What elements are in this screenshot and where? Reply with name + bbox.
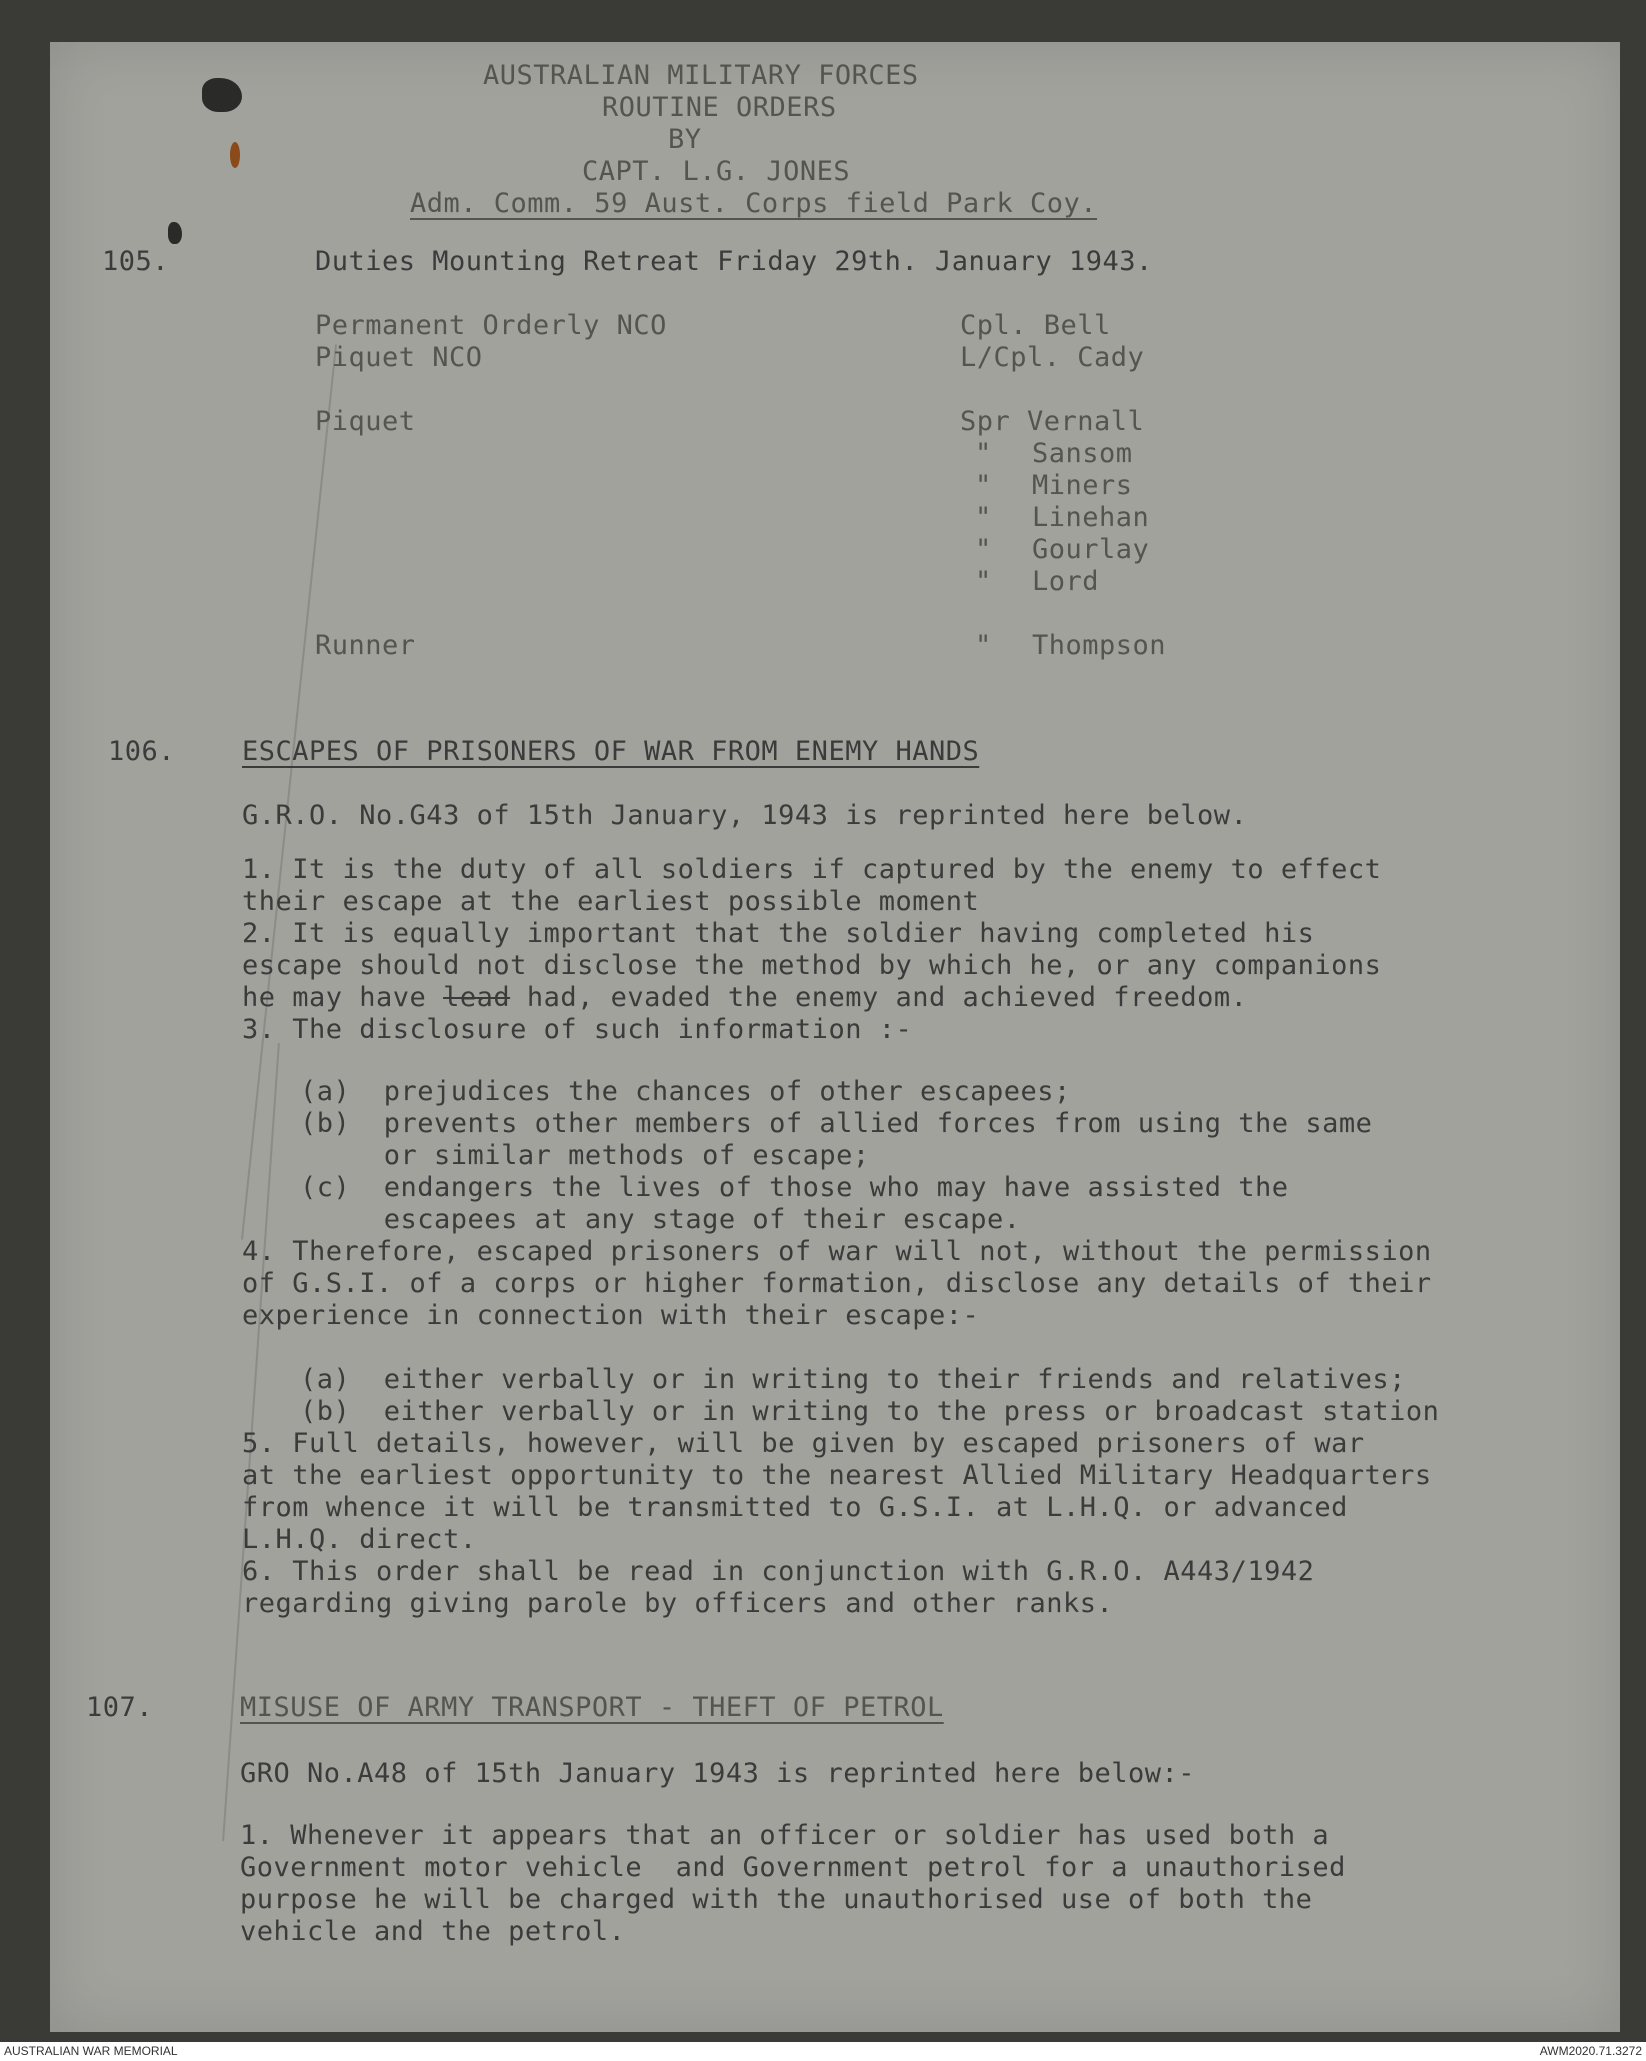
- header-line-2: ROUTINE ORDERS: [602, 92, 837, 123]
- order-106-number: 106.: [108, 736, 176, 767]
- document-page: [50, 42, 1620, 2032]
- order-106-line: [242, 982, 1247, 1014]
- ditto-mark: ": [975, 502, 992, 533]
- order-106-para5: regarding giving parole by officers and other ranks.: [242, 1588, 1114, 1619]
- struck-word: lead: [443, 982, 511, 1013]
- order-106-sub-item: escapees at any stage of their escape.: [300, 1204, 1021, 1235]
- piquet-member: Miners: [1032, 470, 1133, 501]
- order-106-sub-item: (b) either verbally or in writing to the press or broadcast station: [300, 1396, 1440, 1427]
- order-106-sub-item: (c) endangers the lives of those who may have assisted the: [300, 1172, 1289, 1203]
- order-107-line: vehicle and the petrol.: [240, 1916, 626, 1947]
- duty-role: Permanent Orderly NCO: [315, 310, 667, 341]
- duty-name: L/Cpl. Cady: [960, 342, 1145, 373]
- duty-role: Piquet: [315, 406, 416, 437]
- archive-footer: [0, 2042, 1646, 2061]
- order-106-line: 2. It is equally important that the soldier having completed his: [242, 918, 1315, 949]
- order-106-line: escape should not disclose the method by which he, or any companions: [242, 950, 1382, 981]
- order-106-para5: from whence it will be transmitted to G.S.I. at L.H.Q. or advanced: [242, 1492, 1348, 1523]
- order-106-line: 3. The disclosure of such information :-: [242, 1014, 913, 1045]
- order-107-title: MISUSE OF ARMY TRANSPORT - THEFT OF PETROL: [240, 1692, 944, 1723]
- order-105-number: 105.: [102, 246, 170, 277]
- ditto-mark: ": [975, 470, 992, 501]
- line-text: had, evaded the enemy and achieved freedom.: [510, 982, 1248, 1013]
- order-107-line: purpose he will be charged with the unauthorised use of both the: [240, 1884, 1313, 1915]
- ditto-mark: ": [975, 566, 992, 597]
- order-106-sub-item: (b) prevents other members of allied forces from using the same: [300, 1108, 1373, 1139]
- ditto-mark: ": [975, 534, 992, 565]
- duty-name: Spr Vernall: [960, 406, 1145, 437]
- order-106-para4: 4. Therefore, escaped prisoners of war will not, without the permission: [242, 1236, 1432, 1267]
- order-106-para5: L.H.Q. direct.: [242, 1524, 477, 1555]
- order-106-sub-item: or similar methods of escape;: [300, 1140, 870, 1171]
- header-line-1: AUSTRALIAN MILITARY FORCES: [483, 60, 919, 91]
- paper-tear-mark: [202, 78, 242, 112]
- order-106-para5: 6. This order shall be read in conjunction with G.R.O. A443/1942: [242, 1556, 1315, 1587]
- duty-role: Piquet NCO: [315, 342, 483, 373]
- header-line-4: CAPT. L.G. JONES: [582, 156, 851, 187]
- order-106-intro: G.R.O. No.G43 of 15th January, 1943 is reprinted here below.: [242, 800, 1248, 831]
- order-107-line: Government motor vehicle and Government petrol for a unauthorised: [240, 1852, 1346, 1883]
- order-107-line: 1. Whenever it appears that an officer or soldier has used both a: [240, 1820, 1330, 1851]
- header-line-3: BY: [668, 124, 702, 155]
- order-107-intro: GRO No.A48 of 15th January 1943 is reprinted here below:-: [240, 1758, 1196, 1789]
- duty-name: Cpl. Bell: [960, 310, 1111, 341]
- order-106-para4: of G.S.I. of a corps or higher formation, disclose any details of their: [242, 1268, 1432, 1299]
- header-line-5: Adm. Comm. 59 Aust. Corps field Park Coy.: [410, 188, 1097, 219]
- order-106-para4: experience in connection with their escape:-: [242, 1300, 980, 1331]
- piquet-member: Gourlay: [1032, 534, 1150, 565]
- order-106-title: ESCAPES OF PRISONERS OF WAR FROM ENEMY HANDS: [242, 736, 980, 767]
- footer-institution: AUSTRALIAN WAR MEMORIAL: [4, 2044, 178, 2058]
- piquet-member: Sansom: [1032, 438, 1133, 469]
- ditto-mark: ": [975, 630, 992, 661]
- line-text: he may have: [242, 982, 444, 1013]
- order-105-title: Duties Mounting Retreat Friday 29th. January 1943.: [315, 246, 1153, 277]
- order-106-para5: 5. Full details, however, will be given by escaped prisoners of war: [242, 1428, 1365, 1459]
- rust-stain: [230, 142, 240, 168]
- paper-tear-mark: [168, 222, 182, 244]
- order-106-sub-item: (a) prejudices the chances of other escapees;: [300, 1076, 1071, 1107]
- ditto-mark: ": [975, 438, 992, 469]
- piquet-member: Linehan: [1032, 502, 1150, 533]
- order-107-number: 107.: [86, 1692, 154, 1723]
- order-106-line: 1. It is the duty of all soldiers if captured by the enemy to effect: [242, 854, 1382, 885]
- order-106-line: their escape at the earliest possible moment: [242, 886, 980, 917]
- duty-role: Runner: [315, 630, 416, 661]
- piquet-member: Lord: [1032, 566, 1100, 597]
- order-106-sub-item: (a) either verbally or in writing to their friends and relatives;: [300, 1364, 1406, 1395]
- footer-accession-number: AWM2020.71.3272: [1539, 2044, 1642, 2058]
- order-106-para5: at the earliest opportunity to the nearest Allied Military Headquarters: [242, 1460, 1432, 1491]
- duty-name: Thompson: [1032, 630, 1167, 661]
